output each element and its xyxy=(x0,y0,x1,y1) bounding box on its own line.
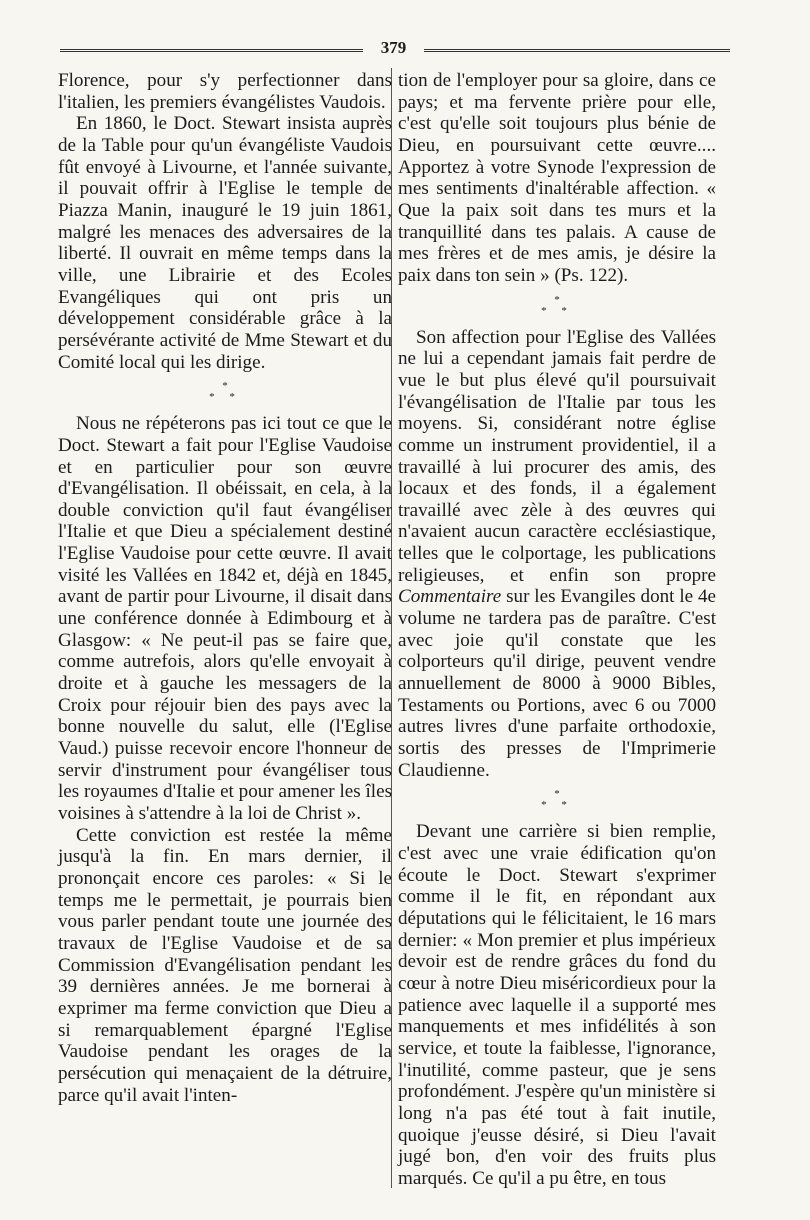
separator-star: * xyxy=(554,788,560,801)
header-rule-right xyxy=(424,49,730,52)
separator-stars: * * xyxy=(209,391,241,404)
right-column xyxy=(398,70,716,1190)
section-separator xyxy=(58,373,392,413)
paragraph: tion de l'employer pour sa gloire, dans ce pays; et ma fervente prière pour elle, c'est qu'elle soit toujours plus bénie de Dieu, en poursuivant cette œuvre.... Apportez à votre Synode l'expression de mes sentiments d'inaltérable affection. « Que la paix soit dans tes murs et la tranquillité dans tes palais. A cause de mes frères et de mes amis, je désire la paix dans ton sein » (Ps. 122). xyxy=(398,70,716,286)
page-header xyxy=(60,38,730,62)
header-rule-left xyxy=(60,49,363,52)
separator-star: * xyxy=(554,293,560,306)
paragraph-text: Son affection pour l'Eglise des Vallées ne lui a cependant jamais fait perdre de vue le but plus élevé qu'il poursuivait l'évangélisation de l'Italie par tous les moyens. Si, considérant notre église comme un instrument providentiel, il a travaillé à lui procurer des amis, des locaux et des fonds, il a également travaillé avec zèle à des œuvres qui n'avaient aucun caractère ecclésiastique, telles que le colportage, les publications religieuses, et enfin son propre xyxy=(398,326,716,586)
italic-title: Commentaire xyxy=(398,586,502,608)
page-number: 379 xyxy=(380,38,407,57)
paragraph: Nous ne répéterons pas ici tout ce que le Doct. Stewart a fait pour l'Eglise Vaudoise et en particulier pour son œuvre d'Evangélisation. Il obéissait, en cela, à la double conviction qu'il faut évangéliser l'Italie et que Dieu a spécialement destiné l'Eglise Vaudoise pour cette œuvre. Il avait visité les Vallées en 1842 et, déjà en 1845, avant de partir pour Livourne, il disait dans une conférence donnée à Edimbourg et à Glasgow: « Ne peut-il pas se faire que, comme autrefois, alors qu'elle envoyait à droite et à gauche les messagers de la Croix pour réjouir bien des pays avec la bonne nouvelle du salut, elle (l'Eglise Vaud.) puisse recevoir encore l'honneur de servir d'instrument pour évangéliser tous les royaumes d'Italie et pour amener les îles voisines à s'attendre à la loi de Christ ». xyxy=(58,413,392,824)
section-separator xyxy=(398,781,716,821)
section-separator xyxy=(398,287,716,327)
separator-star: * xyxy=(222,380,228,393)
separator-stars: * * xyxy=(541,799,573,812)
paragraph: En 1860, le Doct. Stewart insista auprès de la Table pour qu'un évangéliste Vaudois fût envoyé à Livourne, et l'année suivante, il pouvait offrir à l'Eglise le temple de Piazza Manin, inauguré le 19 juin 1861, malgré les menaces des adversaires de la liberté. Il ouvrait en même temps dans la ville, une Librairie et des Ecoles Evangéliques qui ont pris un développement considérable grâce à la persévérante activité de Mme Stewart et du Comité local qui les dirige. xyxy=(58,113,392,373)
left-column xyxy=(58,70,392,1106)
paragraph-text: sur les Evangiles dont le 4e volume ne tardera pas de paraître. C'est avec joie qu'il constate que les colporteurs qu'il dirige, peuvent vendre annuellement de 8000 à 9000 Bibles, Testaments ou Portions, avec 6 ou 7000 autres livres d'une parfaite orthodoxie, sortis des presses de l'Imprimerie Claudienne. xyxy=(398,586,716,781)
paragraph xyxy=(398,327,716,782)
paragraph: Florence, pour s'y perfectionner dans l'italien, les premiers évangélistes Vaudois. xyxy=(58,70,392,113)
paragraph: Cette conviction est restée la même jusqu'à la fin. En mars dernier, il prononçait encore ces paroles: « Si le temps me le permettait, je pourrais bien vous parler pendant toute une journée des travaux de l'Eglise Vaudoise et de sa Commission d'Evangélisation pendant les 39 dernières années. Je me bornerai à exprimer ma ferme conviction que Dieu a si remarquablement épargné l'Eglise Vaudoise pendant les orages de la persécution qui menaçaient de la détruire, parce qu'il avait l'inten- xyxy=(58,824,392,1106)
paragraph: Devant une carrière si bien remplie, c'est avec une vraie édification qu'on écoute le Doct. Stewart s'exprimer comme il le fit, en répondant aux députations qui le félicitaient, le 16 mars dernier: « Mon premier et plus impérieux devoir est de rendre grâces du fond du cœur à notre Dieu miséricordieux pour la patience avec laquelle il a supporté mes manquements et mes infidélités à son service, et toute la faiblesse, l'ignorance, l'inutilité, comme pasteur, que je sens profondément. J'espère qu'un ministère si long n'a pas été tout à fait inutile, quoique j'eusse désiré, si Dieu l'avait jugé bon, d'en voir des fruits plus marqués. Ce qu'il a pu être, en tous xyxy=(398,821,716,1189)
separator-stars: * * xyxy=(541,304,573,317)
